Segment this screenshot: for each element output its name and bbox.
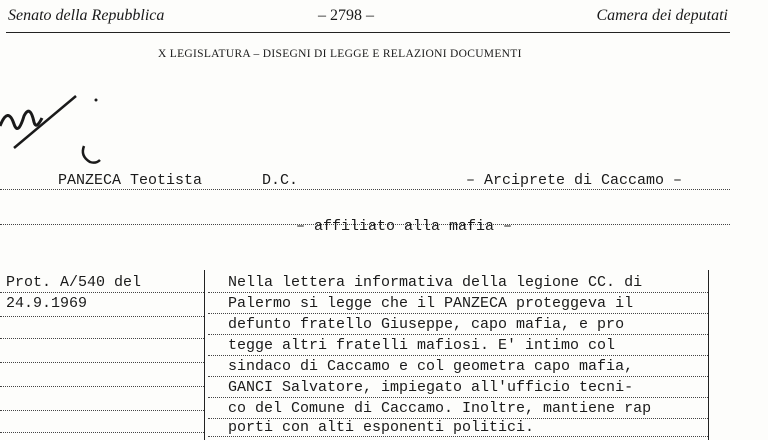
header-chamber: Camera dei deputati xyxy=(596,7,728,24)
right-rule-5 xyxy=(208,376,708,377)
body-line-7: co del Comune di Caccamo. Inoltre, mantiene rap xyxy=(228,400,652,417)
page-number: – 2798 – xyxy=(318,7,374,24)
body-line-4: tegge altri fratelli mafiosi. E' intimo col xyxy=(228,337,616,354)
left-rule-5 xyxy=(0,386,204,387)
left-rule-7 xyxy=(0,432,204,433)
left-rule-4 xyxy=(0,362,204,363)
body-line-2: Palermo si legge che il PANZECA proteggeva il xyxy=(228,295,634,312)
left-rule-3 xyxy=(0,338,204,339)
body-line-1: Nella lettera informativa della legione CC. di xyxy=(228,274,643,291)
entry-role: – Arciprete di Caccamo – xyxy=(466,172,683,189)
entry-rule xyxy=(0,189,730,190)
body-line-6: GANCI Salvatore, impiegato all'ufficio tecni- xyxy=(228,379,634,396)
entry-note: – affiliato alla mafia – xyxy=(296,218,513,235)
right-border xyxy=(708,270,709,440)
right-rule-3 xyxy=(208,334,708,335)
right-rule-8 xyxy=(208,436,708,437)
left-rule-2 xyxy=(0,316,204,317)
body-line-5: sindaco di Caccamo e col geometra capo mafia, xyxy=(228,358,634,375)
document-subtitle: X LEGISLATURA – DISEGNI DI LEGGE E RELAZIONI DOCUMENTI xyxy=(158,48,522,60)
right-rule-1 xyxy=(208,292,708,293)
right-rule-2 xyxy=(208,313,708,314)
entry-name: PANZECA Teotista xyxy=(58,172,203,189)
right-rule-6 xyxy=(208,397,708,398)
header-senate: Senato della Repubblica xyxy=(8,7,165,24)
right-rule-7 xyxy=(208,418,708,419)
header-rule xyxy=(6,32,730,33)
protocol-ref: Prot. A/540 del xyxy=(6,274,142,291)
body-line-3: defunto fratello Giuseppe, capo mafia, e pro xyxy=(228,316,625,333)
column-divider xyxy=(204,270,205,440)
left-rule-1 xyxy=(0,292,204,293)
left-rule-6 xyxy=(0,410,204,411)
entry-party: D.C. xyxy=(262,172,299,189)
handwritten-mark-icon xyxy=(0,86,110,176)
right-rule-4 xyxy=(208,355,708,356)
body-line-8: porti con alti esponenti politici. xyxy=(228,419,535,436)
protocol-date: 24.9.1969 xyxy=(6,295,88,312)
